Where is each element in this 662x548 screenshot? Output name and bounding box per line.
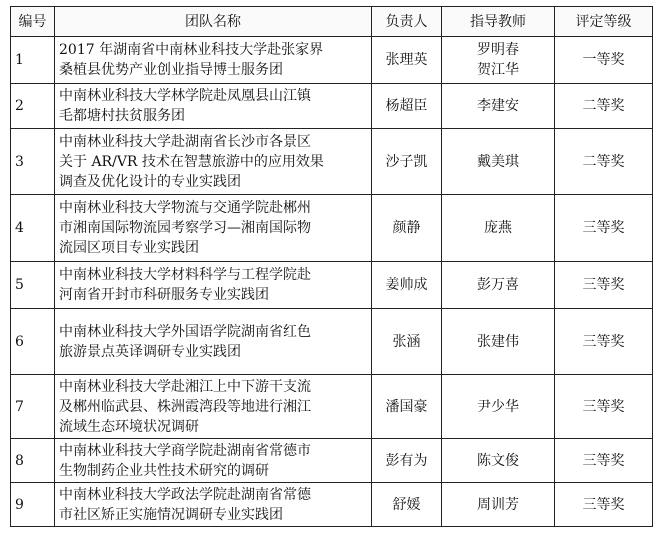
cell-advisor <box>442 483 555 527</box>
cell-grade: 三等奖 <box>555 375 653 439</box>
advisor-name: 张建伟 <box>477 333 519 350</box>
cell-leader: 杨超臣 <box>372 84 442 129</box>
cell-team-name <box>55 84 372 129</box>
team-name-line: 中南林业科技大学外国语学院湖南省红色 <box>59 323 311 340</box>
team-name-line: 中南林业科技大学材料科学与工程学院赴 <box>59 267 311 283</box>
table-row <box>11 84 653 129</box>
cell-advisor <box>442 309 555 375</box>
cell-no: 5 <box>11 262 55 309</box>
advisor-name: 戴美琪 <box>477 153 519 170</box>
cell-no: 9 <box>11 483 55 527</box>
table-body <box>11 37 653 527</box>
table-row <box>11 375 653 439</box>
cell-advisor <box>442 439 555 483</box>
team-name-line: 及郴州临武县、株洲霞湾段等地进行湘江 <box>59 398 311 415</box>
cell-grade: 一等奖 <box>555 37 653 84</box>
cell-advisor <box>442 262 555 309</box>
cell-team-name <box>55 483 372 527</box>
cell-no: 7 <box>11 375 55 439</box>
cell-leader: 张理英 <box>372 37 442 84</box>
team-name-line: 中南林业科技大学林学院赴凤凰县山江镇 <box>59 88 311 104</box>
cell-no: 8 <box>11 439 55 483</box>
cell-no: 4 <box>11 195 55 262</box>
team-name-line: 2017 年湖南省中南林业科技大学赴张家界 <box>59 42 324 58</box>
team-name-line: 河南省开封市科研服务专业实践团 <box>59 287 269 303</box>
team-name-line: 关于 AR/VR 技术在智慧旅游中的应用效果 <box>59 153 324 170</box>
cell-no: 1 <box>11 37 55 84</box>
cell-leader: 姜帅成 <box>372 262 442 309</box>
team-name-line: 中南林业科技大学赴湘江上中下游干支流 <box>59 378 311 395</box>
header-grade: 评定等级 <box>555 7 653 37</box>
advisor-name: 尹少华 <box>477 398 519 415</box>
cell-grade: 三等奖 <box>555 195 653 262</box>
cell-no: 2 <box>11 84 55 129</box>
cell-grade: 二等奖 <box>555 129 653 195</box>
table-row <box>11 262 653 309</box>
header-team-name: 团队名称 <box>55 7 372 37</box>
team-name-line: 桑植县优势产业创业指导博士服务团 <box>59 62 283 78</box>
team-name-line: 中南林业科技大学物流与交通学院赴郴州 <box>59 200 311 216</box>
advisor-name: 李建安 <box>477 98 519 114</box>
cell-leader: 沙子凯 <box>372 129 442 195</box>
team-name-line: 市湘南国际物流园考察学习—湘南国际物 <box>59 220 311 236</box>
cell-no: 3 <box>11 129 55 195</box>
cell-team-name <box>55 37 372 84</box>
cell-grade: 三等奖 <box>555 262 653 309</box>
cell-leader: 舒媛 <box>372 483 442 527</box>
cell-advisor <box>442 195 555 262</box>
team-name-line: 旅游景点英译调研专业实践团 <box>59 343 241 360</box>
table-header-row <box>11 7 653 37</box>
team-name-line: 中南林业科技大学政法学院赴湖南省常德 <box>59 486 311 503</box>
advisor-name: 彭万喜 <box>477 277 519 293</box>
advisor-name: 庞燕 <box>484 220 512 236</box>
cell-advisor <box>442 84 555 129</box>
cell-team-name <box>55 129 372 195</box>
cell-team-name <box>55 262 372 309</box>
cell-team-name <box>55 375 372 439</box>
cell-grade: 三等奖 <box>555 483 653 527</box>
header-leader: 负责人 <box>372 7 442 37</box>
cell-team-name <box>55 439 372 483</box>
table-row <box>11 195 653 262</box>
advisor-name: 陈文俊 <box>477 452 519 469</box>
cell-team-name <box>55 309 372 375</box>
cell-no: 6 <box>11 309 55 375</box>
advisor-name: 贺江华 <box>477 62 519 78</box>
table-row <box>11 439 653 483</box>
table-row <box>11 129 653 195</box>
cell-leader: 颜静 <box>372 195 442 262</box>
team-name-line: 生物制药企业共性技术研究的调研 <box>59 462 269 479</box>
advisor-name: 周训芳 <box>477 496 519 513</box>
cell-advisor <box>442 129 555 195</box>
team-name-line: 流园区项目专业实践团 <box>59 240 199 256</box>
cell-leader: 彭有为 <box>372 439 442 483</box>
team-name-line: 中南林业科技大学赴湖南省长沙市各景区 <box>59 133 311 150</box>
cell-leader: 潘国豪 <box>372 375 442 439</box>
cell-grade: 三等奖 <box>555 439 653 483</box>
cell-team-name <box>55 195 372 262</box>
cell-advisor <box>442 375 555 439</box>
cell-leader: 张涵 <box>372 309 442 375</box>
table-row <box>11 483 653 527</box>
table-row <box>11 309 653 375</box>
team-name-line: 流域生态环境状况调研 <box>59 418 199 435</box>
team-name-line: 中南林业科技大学商学院赴湖南省常德市 <box>59 442 311 459</box>
cell-grade: 三等奖 <box>555 309 653 375</box>
advisor-name: 罗明春 <box>477 42 519 58</box>
team-name-line: 调查及优化设计的专业实践团 <box>59 173 241 190</box>
cell-grade: 二等奖 <box>555 84 653 129</box>
team-name-line: 毛都塘村扶贫服务团 <box>59 108 185 124</box>
header-no: 编号 <box>11 7 55 37</box>
table-row <box>11 37 653 84</box>
cell-advisor <box>442 37 555 84</box>
header-advisor: 指导教师 <box>442 7 555 37</box>
award-table <box>10 6 653 527</box>
team-name-line: 市社区矫正实施情况调研专业实践团 <box>59 506 283 523</box>
